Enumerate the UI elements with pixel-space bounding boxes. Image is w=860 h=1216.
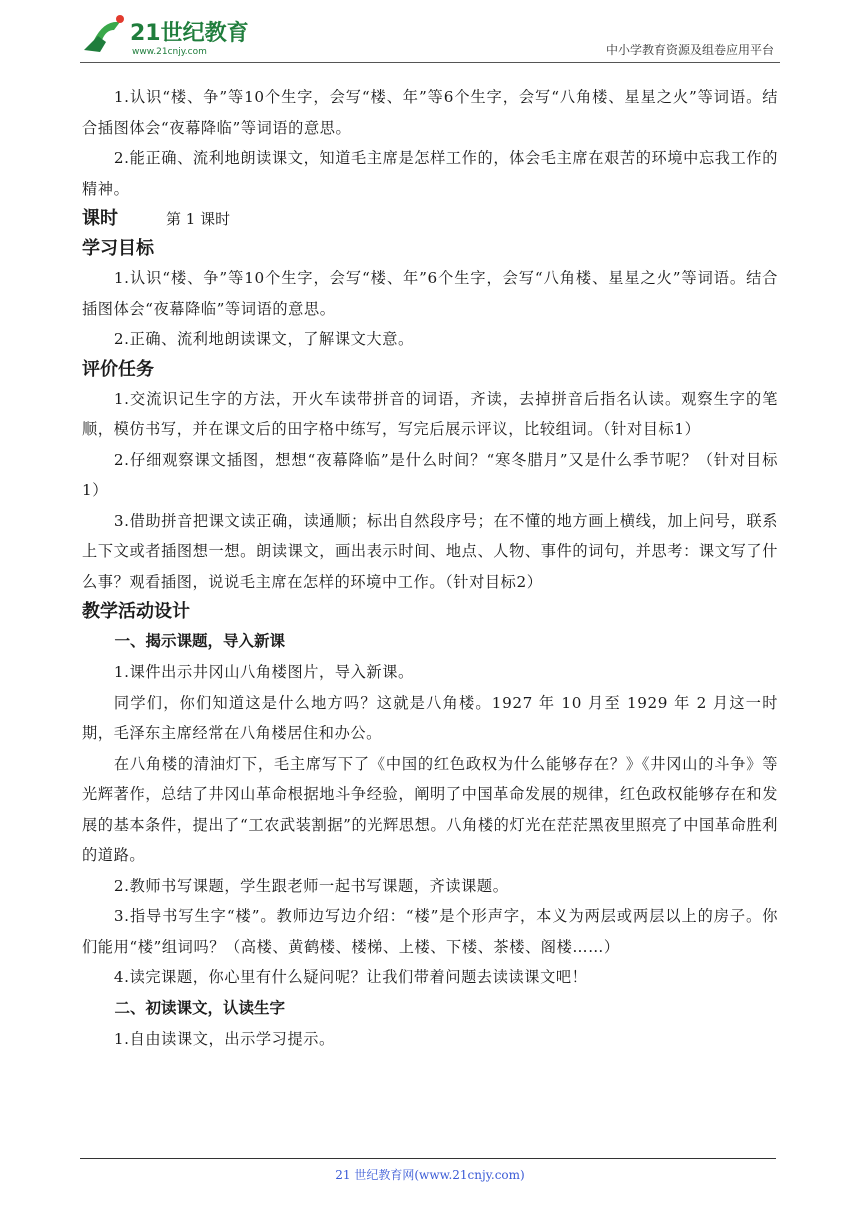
footer-link[interactable]: 21 世纪教育网(www.21cnjy.com): [335, 1168, 525, 1182]
platform-name: 中小学教育资源及组卷应用平台: [605, 43, 774, 57]
logo-text: 21世纪教育: [130, 21, 249, 46]
section1-paragraph: 在八角楼的清油灯下，毛主席写下了《中国的红色政权为什么能够存在？》《井冈山的斗争》等光辉著作，总结了井冈山革命根据地斗争经验，阐明了中国革命发展的规律，红色政权能够存在和发展的基本条件，提出了“工农武装割据”的光辉思想。八角楼的灯光在茫茫黑夜里照亮了中国革命胜利的道路。: [82, 754, 778, 864]
section1-heading: 一、揭示课题，导入新课: [114, 632, 286, 650]
intro-goal-2: 2.能正确、流利地朗读课文，知道毛主席是怎样工作的，体会毛主席在艰苦的环境中忘我工作的精神。: [82, 149, 778, 198]
section1-paragraph: 2.教师书写课题，学生跟老师一起书写课题，齐读课题。: [113, 876, 509, 895]
period-heading: [82, 204, 778, 234]
tasks-heading: 评价任务: [82, 358, 154, 380]
design-heading: 教学活动设计: [82, 601, 190, 622]
footer-divider: [80, 1158, 776, 1159]
intro-goal-1: 1.认识“楼、争”等10个生字，会写“楼、年”等6个生字，会写“八角楼、星星之火”等词语。结合插图体会“夜幕降临”等词语的意思。: [82, 88, 778, 137]
document-body: [82, 82, 778, 1054]
section1-paragraph: 同学们，你们知道这是什么地方吗？这就是八角楼。1927 年 10 月至 1929 年 2 月这一时期，毛泽东主席经常在八角楼居住和办公。: [82, 693, 778, 742]
page-header: [80, 10, 780, 63]
section1-paragraph: 4.读完课题，你心里有什么疑问呢？让我们带着问题去读读课文吧！: [113, 968, 588, 986]
section2-paragraph: 1.自由读课文，出示学习提示。: [113, 1029, 335, 1048]
task-item: 3.借助拼音把课文读正确，读通顺；标出自然段序号；在不懂的地方画上横线，加上问号，联系上下文或者插图想一想。朗读课文，画出表示时间、地点、人物、事件的词句，并思考：课文写了什么事？观看插图，说说毛主席在怎样的环境中工作。（针对目标2）: [82, 511, 778, 591]
objective-item: 1.认识“楼、争”等10个生字，会写“楼、年”6个生字，会写“八角楼、星星之火”等词语。结合插图体会“夜幕降临”等词语的意思。: [82, 269, 778, 318]
section1-paragraph: 3.指导书写生字“楼”。教师边写边介绍：“楼”是个形声字，本义为两层或两层以上的房子。你们能用“楼”组词吗？（高楼、黄鹤楼、楼梯、上楼、下楼、茶楼、阁楼……）: [82, 907, 778, 956]
objective-item: 2.正确、流利地朗读课文，了解课文大意。: [113, 330, 414, 348]
site-logo: [80, 10, 260, 58]
logo-url: www.21cnjy.com: [132, 47, 207, 57]
task-item: 2.仔细观察课文插图，想想“夜幕降临”是什么时间？“寒冬腊月”又是什么季节呢？（针对目标1）: [82, 450, 778, 499]
objectives-heading: 学习目标: [82, 238, 154, 259]
task-item: 1.交流识记生字的方法，开火车读带拼音的词语，齐读，去掉拼音后指名认读。观察生字的笔顺，模仿书写，并在课文后的田字格中练写，写完后展示评议，比较组词。（针对目标1）: [82, 389, 778, 438]
section2-heading: 二、初读课文，认读生字: [114, 998, 286, 1017]
period-label: 课时: [82, 208, 118, 229]
section1-paragraph: 1.课件出示井冈山八角楼图片，导入新课。: [113, 663, 414, 681]
period-value: 第 1 课时: [166, 210, 231, 228]
